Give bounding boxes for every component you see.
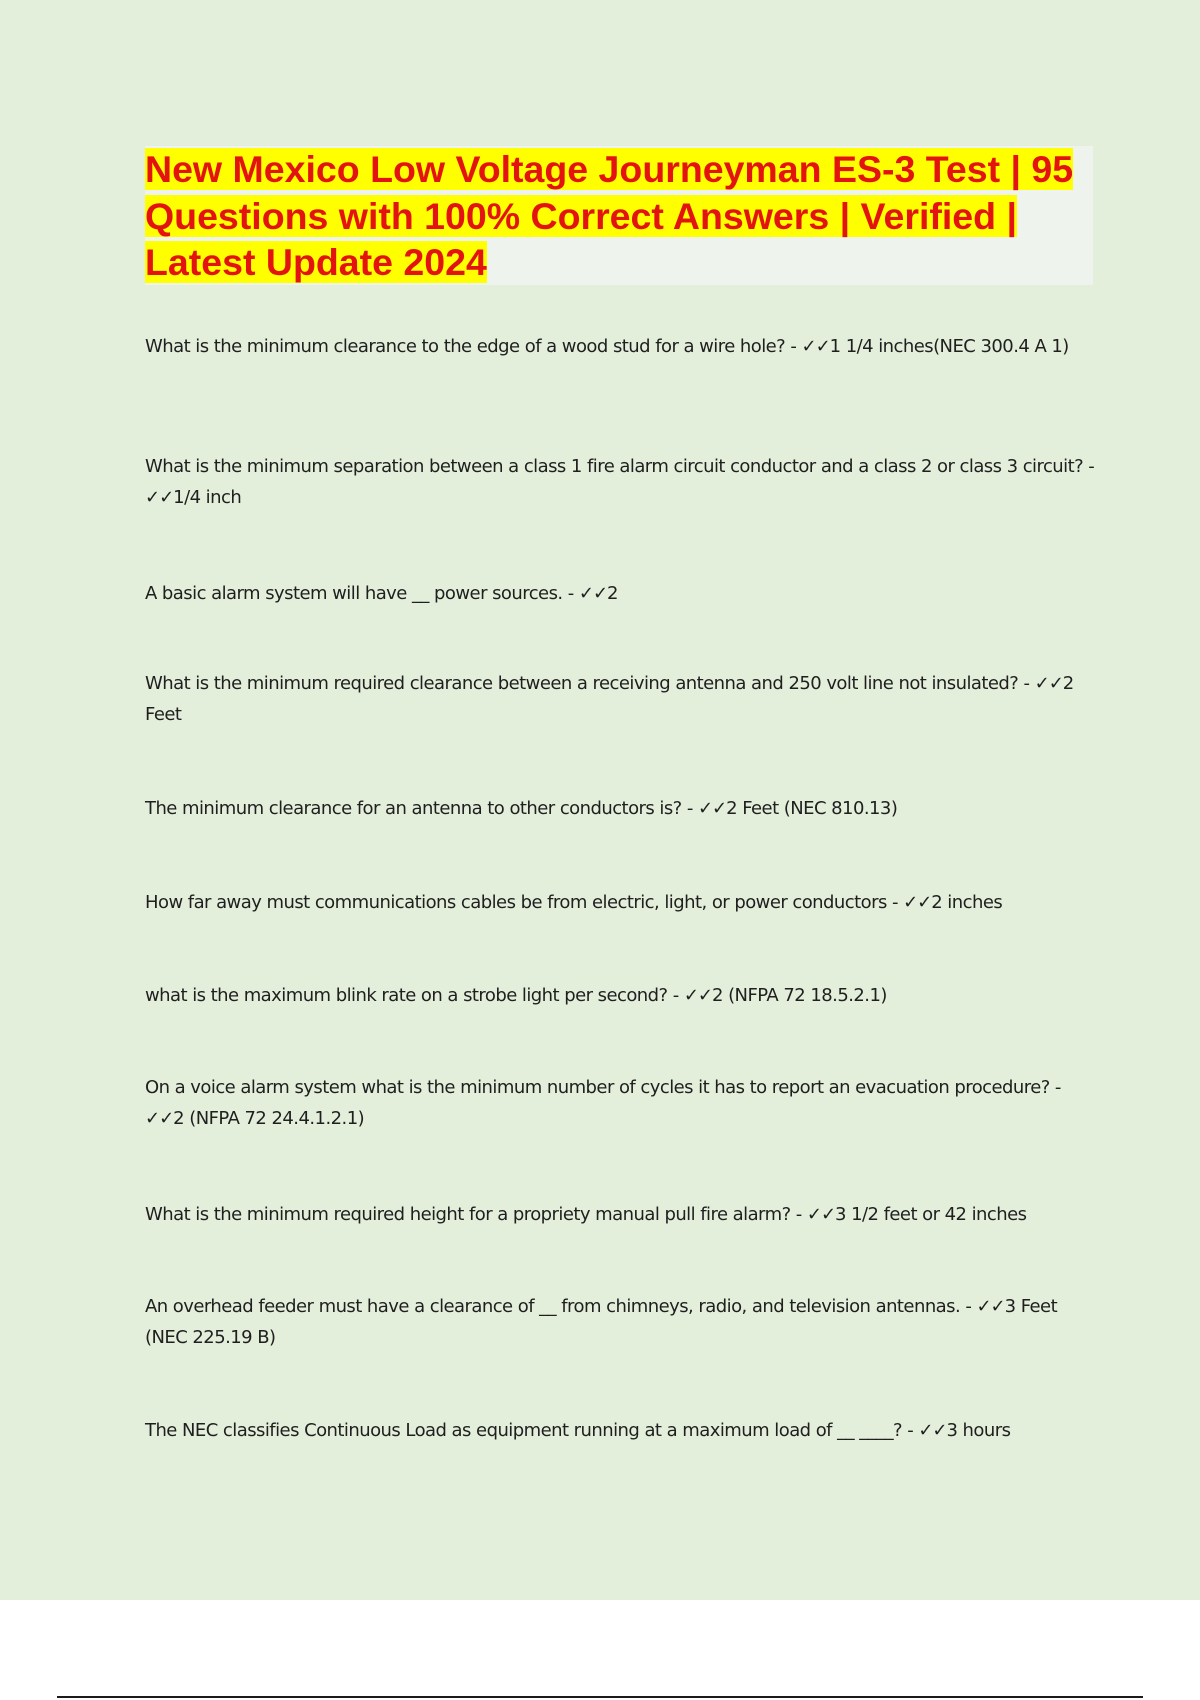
qa-item <box>145 1072 1095 1134</box>
check-mark-icon: ✓✓ <box>918 1420 947 1441</box>
question-text: How far away must communications cables be from electric, light, or power conductors - <box>145 892 904 913</box>
qa-item <box>145 980 1095 1011</box>
question-text: What is the minimum separation between a class 1 fire alarm circuit conductor and a class 2 or class 3 circuit? - <box>145 456 1095 477</box>
answer-text: 3 Feet (NEC 225.19 B) <box>145 1296 1058 1348</box>
answer-text: 1/4 inch <box>173 487 242 508</box>
answer-text: 2 (NFPA 72 18.5.2.1) <box>712 985 887 1006</box>
answer-text: 2 Feet <box>145 673 1074 725</box>
question-text: On a voice alarm system what is the minimum number of cycles it has to report an evacuation procedure? - <box>145 1077 1061 1098</box>
qa-item <box>145 1415 1095 1446</box>
qa-item <box>145 793 1095 824</box>
check-mark-icon: ✓✓ <box>806 1204 836 1225</box>
question-text: A basic alarm system will have __ power sources. - <box>145 583 579 604</box>
title-highlight: New Mexico Low Voltage Journeyman ES-3 Test | 95 Questions with 100% Correct Answers | Verified | Latest Update 2024 <box>145 148 1074 283</box>
answer-text: 3 1/2 feet or 42 inches <box>835 1204 1027 1225</box>
check-mark-icon: ✓✓ <box>1034 673 1063 694</box>
qa-item <box>145 1199 1095 1230</box>
answer-text: 3 hours <box>946 1420 1011 1441</box>
question-text: What is the minimum clearance to the edge of a wood stud for a wire hole? - <box>145 336 802 357</box>
answer-text: 2 Feet (NEC 810.13) <box>726 798 898 819</box>
qa-item <box>145 887 1095 918</box>
qa-item <box>145 451 1095 513</box>
footer-divider <box>57 1696 1143 1698</box>
question-text: What is the minimum required height for a propriety manual pull fire alarm? - <box>145 1204 807 1225</box>
check-mark-icon: ✓✓ <box>578 583 608 604</box>
answer-text: 2 <box>607 583 618 604</box>
answer-text: 1 1/4 inches(NEC 300.4 A 1) <box>829 336 1069 357</box>
check-mark-icon: ✓✓ <box>697 798 727 819</box>
qa-item <box>145 578 1095 609</box>
answer-text: 2 inches <box>931 892 1003 913</box>
qa-item <box>145 331 1095 362</box>
qa-item <box>145 668 1095 730</box>
check-mark-icon: ✓✓ <box>145 487 174 508</box>
document-title <box>145 146 1093 286</box>
answer-text: 2 (NFPA 72 24.4.1.2.1) <box>173 1108 365 1129</box>
question-text: What is the minimum required clearance between a receiving antenna and 250 volt line not insulated? - <box>145 673 1035 694</box>
question-text: what is the maximum blink rate on a strobe light per second? - <box>145 985 684 1006</box>
question-text: The minimum clearance for an antenna to other conductors is? - <box>145 798 698 819</box>
question-text: An overhead feeder must have a clearance of __ from chimneys, radio, and television antennas. - <box>145 1296 977 1317</box>
check-mark-icon: ✓✓ <box>801 336 830 357</box>
check-mark-icon: ✓✓ <box>903 892 932 913</box>
check-mark-icon: ✓✓ <box>683 985 713 1006</box>
qa-item <box>145 1291 1095 1353</box>
question-text: The NEC classifies Continuous Load as equipment running at a maximum load of __ ____? - <box>145 1420 919 1441</box>
check-mark-icon: ✓✓ <box>976 1296 1005 1317</box>
check-mark-icon: ✓✓ <box>145 1108 174 1129</box>
